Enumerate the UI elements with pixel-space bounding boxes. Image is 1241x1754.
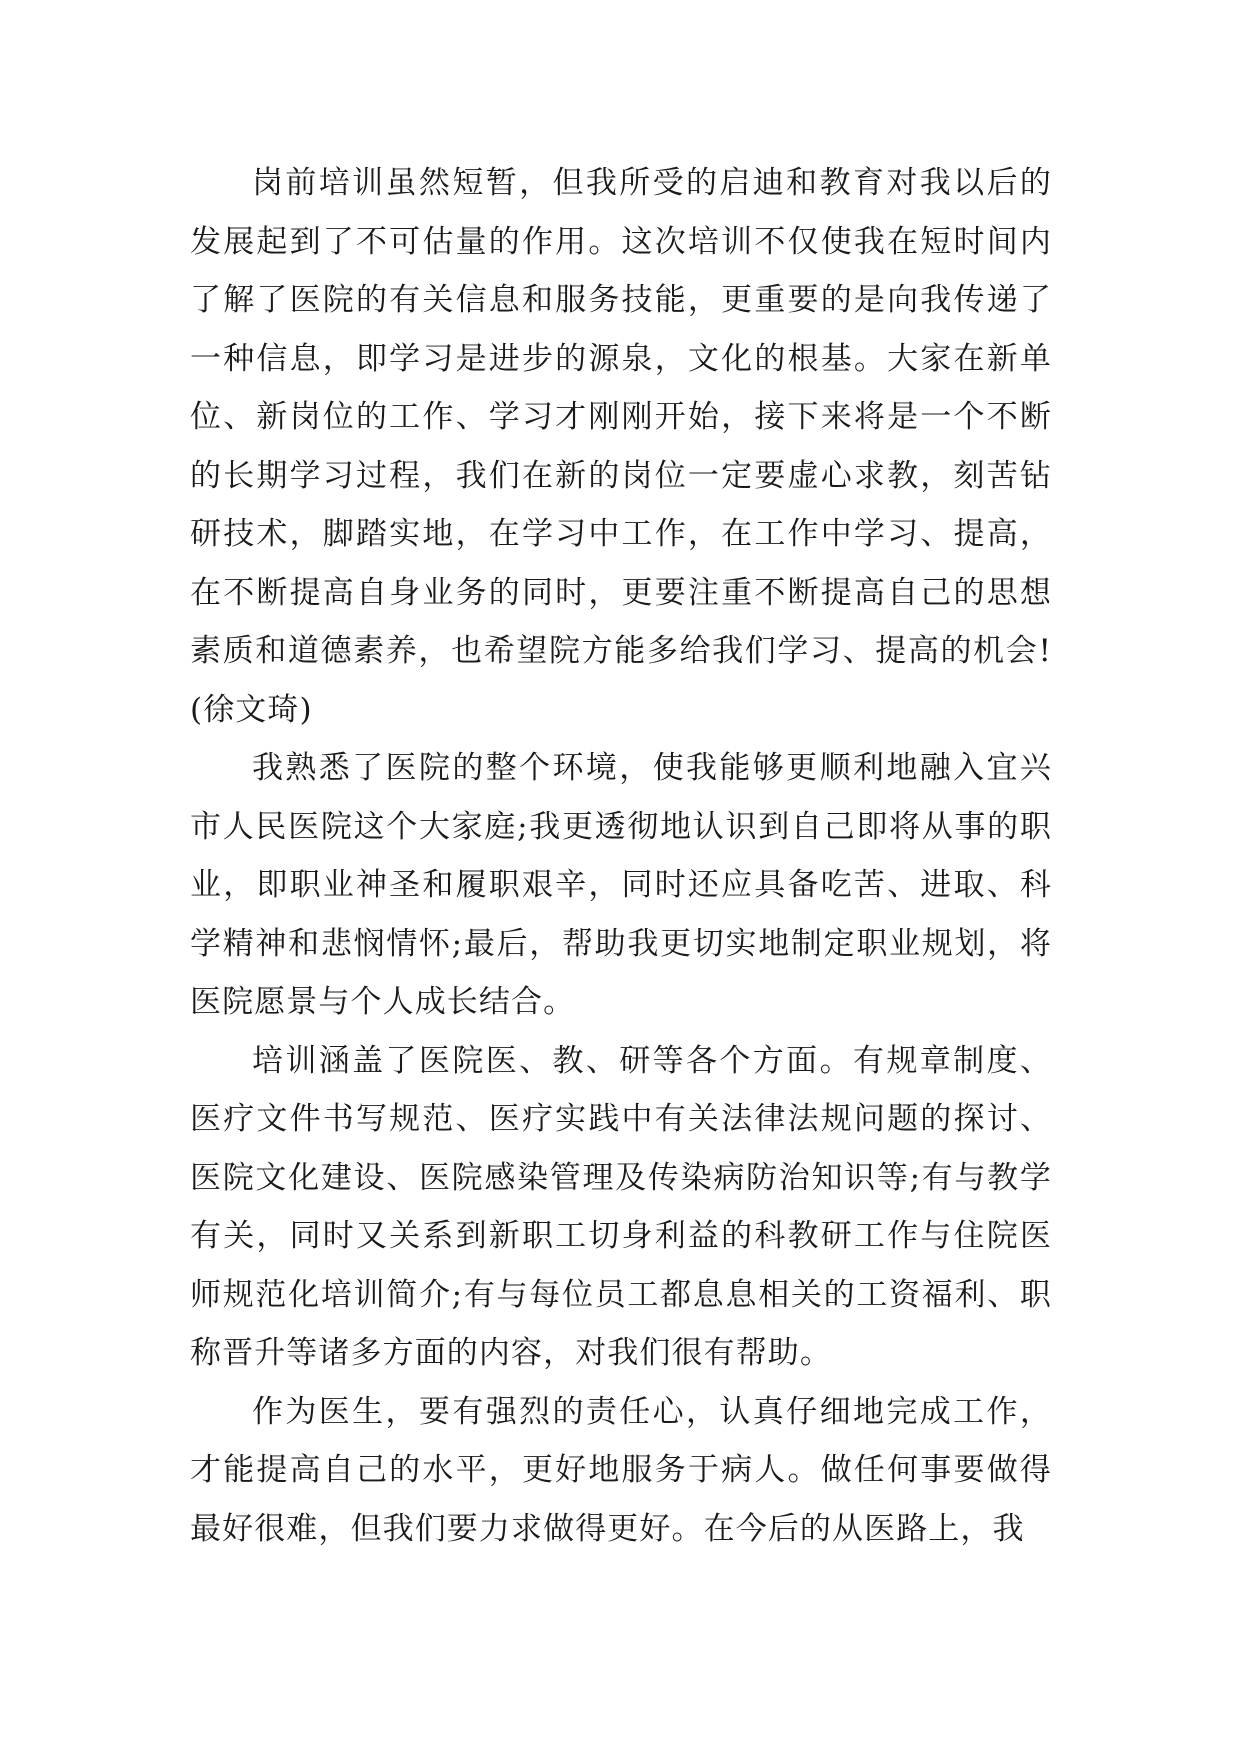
paragraph-hospital-environment: 我熟悉了医院的整个环境，使我能够更顺利地融入宜兴市人民医院这个大家庭;我更透彻地认识到自己即将从事的职业，即职业神圣和履职艰辛，同时还应具备吃苦、进取、科学精神和悲悯情怀;最后，帮助我更切实地制定职业规划，将医院愿景与个人成长结合。 xyxy=(190,750,1052,1020)
paragraph-doctor-responsibility: 作为医生，要有强烈的责任心，认真仔细地完成工作，才能提高自己的水平，更好地服务于病人。做任何事要做得最好很难，但我们要力求做得更好。在今后的从医路上，我 xyxy=(190,1393,1052,1547)
document-body xyxy=(190,154,1052,1558)
paragraph-training-reflection: 岗前培训虽然短暂，但我所受的启迪和教育对我以后的发展起到了不可估量的作用。这次培训不仅使我在短时间内了解了医院的有关信息和服务技能，更重要的是向我传递了一种信息，即学习是进步的源泉，文化的根基。大家在新单位、新岗位的工作、学习才刚刚开始，接下来将是一个不断的长期学习过程，我们在新的岗位一定要虚心求教，刻苦钻研技术，脚踏实地，在学习中工作，在工作中学习、提高，在不断提高自身业务的同时，更要注重不断提高自己的思想素质和道德素养，也希望院方能多给我们学习、提高的机会!(徐文琦) xyxy=(190,165,1052,728)
paragraph-training-coverage: 培训涵盖了医院医、教、研等各个方面。有规章制度、医疗文件书写规范、医疗实践中有关法律法规问题的探讨、医院文化建设、医院感染管理及传染病防治知识等;有与教学有关，同时又关系到新职工切身利益的科教研工作与住院医师规范化培训简介;有与每位员工都息息相关的工资福利、职称晋升等诸多方面的内容，对我们很有帮助。 xyxy=(190,1042,1052,1371)
